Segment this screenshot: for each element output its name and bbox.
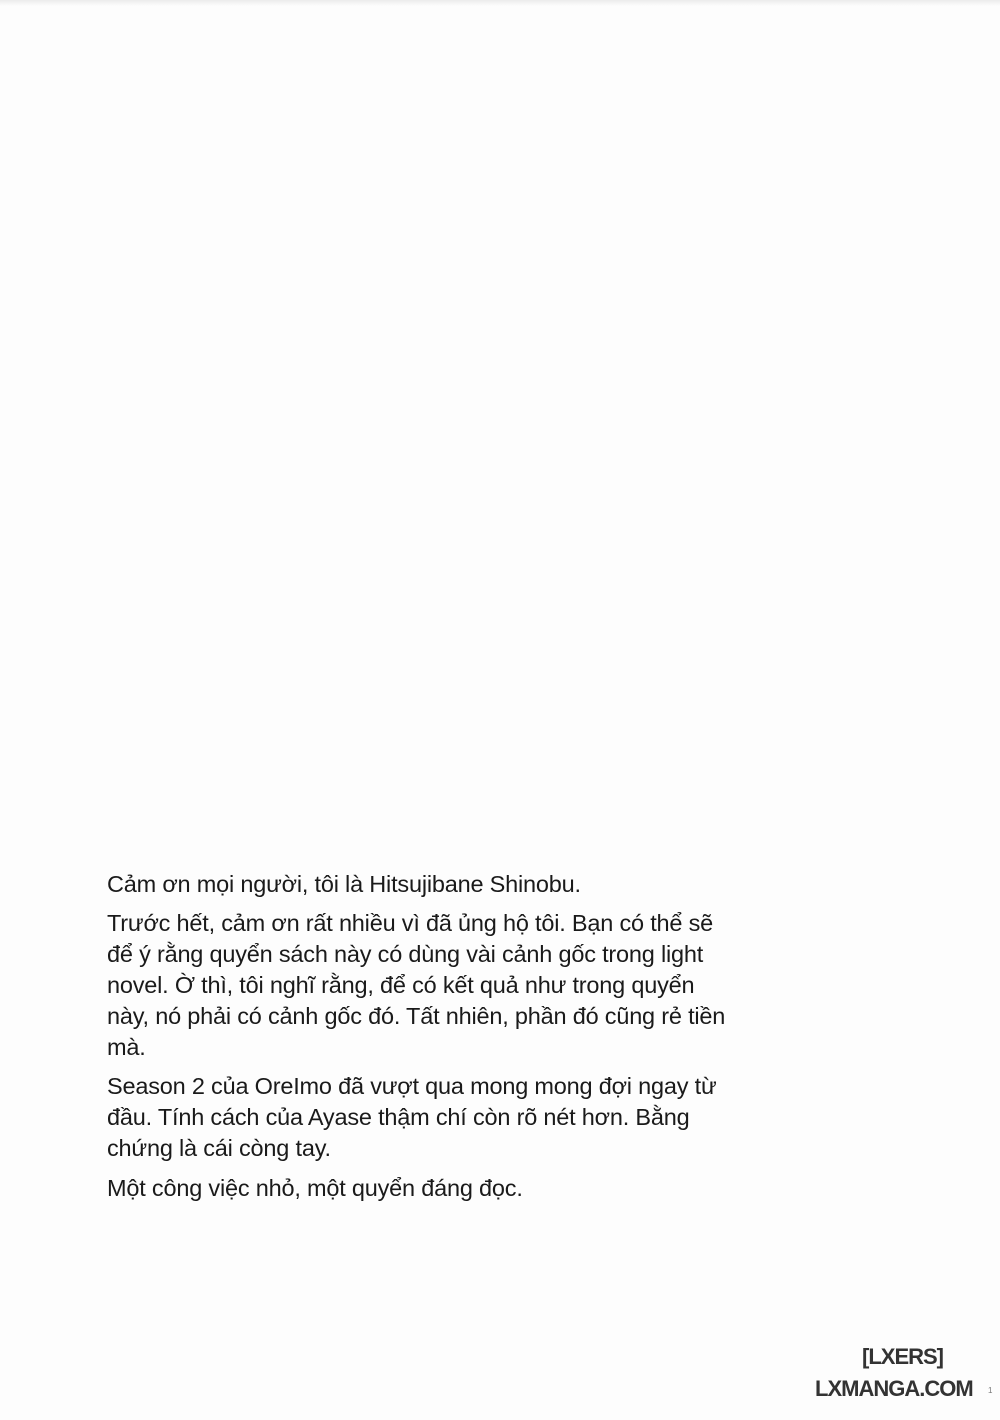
watermark-logo-top: [LXERS] bbox=[862, 1344, 943, 1369]
watermark-logo-bottom: LXMANGA.COM bbox=[815, 1376, 973, 1401]
text-line: chứng là cái còng tay. bbox=[107, 1135, 331, 1161]
text-line: để ý rằng quyển sách này có dùng vài cảnh gốc trong light bbox=[107, 941, 704, 967]
text-line: này, nó phải có cảnh gốc đó. Tất nhiên, phần đó cũng rẻ tiền bbox=[107, 1003, 726, 1029]
text-line: Cảm ơn mọi người, tôi là Hitsujibane Shinobu. bbox=[107, 871, 581, 897]
text-line: Một công việc nhỏ, một quyển đáng đọc. bbox=[107, 1175, 523, 1201]
scan-edge bbox=[0, 0, 1000, 6]
page-number: 1 bbox=[988, 1386, 993, 1395]
text-line: Trước hết, cảm ơn rất nhiều vì đã ủng hộ tôi. Bạn có thể sẽ bbox=[107, 910, 714, 936]
text-line: novel. Ờ thì, tôi nghĩ rằng, để có kết quả như trong quyển bbox=[107, 972, 695, 998]
text-line: mà. bbox=[107, 1034, 146, 1060]
text-line: Season 2 của OreImo đã vượt qua mong mong đợi ngay từ bbox=[107, 1073, 717, 1099]
text-line: đầu. Tính cách của Ayase thậm chí còn rõ nét hơn. Bằng bbox=[107, 1104, 690, 1130]
